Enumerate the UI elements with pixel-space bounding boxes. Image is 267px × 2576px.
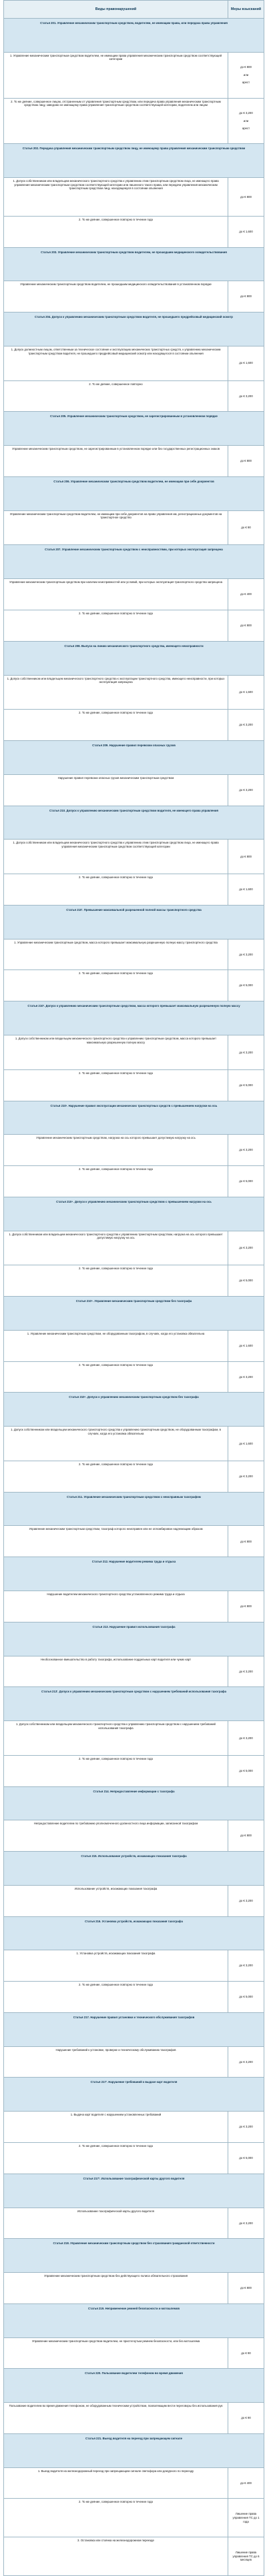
- article-heading-row: [4, 1297, 264, 1331]
- penalty-value: до € 800: [228, 446, 264, 477]
- violation-text: 2. То же деяние, совершенное повторно в течение года: [4, 1982, 228, 2013]
- penalty-value: до € 3,200 или арест: [228, 98, 264, 144]
- violation-text: 2. То же деяние, совершенное повторно в течение года: [4, 1755, 228, 1786]
- article-heading-row: [4, 476, 264, 510]
- article-title: Статья 213. Нарушение правил использования тахографа: [4, 1622, 264, 1656]
- article-heading-row: [4, 144, 264, 178]
- violation-text: 3. Остановка или стоянка на железнодорожном переезде: [4, 2537, 228, 2576]
- penalty-value: до € 800 или арест: [228, 52, 264, 98]
- article-heading-row: [4, 806, 264, 840]
- table-row: [4, 579, 264, 610]
- article-title: Статья 210'. Превышение максимальной разрешенной полной массы транспортного средства: [4, 905, 264, 939]
- article-heading-row: [4, 313, 264, 346]
- violation-text: 1. Управление механическим транспортным средством водителем, не имеющим права управления механическим транспортным средством соответствующей категории: [4, 52, 228, 98]
- article-title: Статья 212. Нарушение водителем режима труда и отдыха: [4, 1557, 264, 1591]
- penalty-value: до € 3,200: [228, 1461, 264, 1492]
- article-title: Статья 210. Допуск к управлению механическим транспортным средством водителя, не имеющего права управления: [4, 806, 264, 840]
- article-heading-row: [4, 2303, 264, 2337]
- article-title: Статья 208. Выпуск на линию механического транспортного средства, имеющего неисправности: [4, 641, 264, 675]
- violation-text: Нарушение требований к установке, проверке и техническому обслуживанию тахографов: [4, 2046, 228, 2078]
- penalty-value: до € 3,200: [228, 1656, 264, 1687]
- penalty-value: до € 5,000: [228, 1265, 264, 1297]
- penalty-value: до € 5,000: [228, 1982, 264, 2013]
- violation-text: Нарушение водителем механического транспортного средства установленного режима труда и отдыха: [4, 1591, 228, 1622]
- table-row: [4, 1591, 264, 1622]
- article-title: Статья 214. Непредоставление информации с тахографа: [4, 1786, 264, 1820]
- table-row: [4, 2467, 264, 2499]
- penalty-value: до € 800: [228, 2273, 264, 2304]
- penalty-value: до € 3,200: [228, 1885, 264, 1916]
- article-heading-row: [4, 19, 264, 53]
- article-heading-row: [4, 641, 264, 675]
- table-row: [4, 2046, 264, 2078]
- table-row: [4, 510, 264, 545]
- table-row: [4, 2273, 264, 2304]
- table-row: [4, 1265, 264, 1297]
- penalty-value: до € 3,200: [228, 1035, 264, 1069]
- table-row: [4, 216, 264, 247]
- article-title: Статья 213'. Допуск к управлению механическим транспортным средством с нарушением требований использования тахографа: [4, 1687, 264, 1721]
- penalty-value: до € 5,000: [228, 2143, 264, 2174]
- article-title: Статья 211. Управление механическим транспортным средством с неисправным тахографом: [4, 1492, 264, 1526]
- article-title: Статья 206. Управление механическим транспортным средством водителем, не имеющим при себе документов: [4, 476, 264, 510]
- violation-text: Управление механическим транспортным средством водителем, не имеющим при себе документов на право управления им, регистрационных документов на транспортное средство: [4, 510, 228, 545]
- violation-text: Управление механическим транспортным средством, нагрузка на ось которого превышает допустимую нагрузку на ось: [4, 1135, 228, 1166]
- violation-text: 2. То же деяние, совершенное повторно в течение года: [4, 1361, 228, 1393]
- violation-text: 1. Допуск собственником или владельцем механического транспортного средства к управлению транспортным средством, масса которого превышает максимальную разрешенную полную массу: [4, 1035, 228, 1069]
- penalty-value: до € 90: [228, 2403, 264, 2434]
- article-heading-row: [4, 247, 264, 281]
- article-title: Статья 210⁶. Допуск к управлению механическим транспортным средством без тахографа: [4, 1393, 264, 1427]
- column-header-penalty: Меры взысканий: [228, 1, 264, 19]
- article-title: Статья 209. Нарушение правил перевозки опасных грузов: [4, 741, 264, 775]
- violation-text: 2. То же деяние, совершенное повторно в течение года: [4, 710, 228, 741]
- violation-text: 1. Допуск собственником или владельцем механического транспортного средства к управлению этим транспортным средством лица, не имеющего права управления механическим транспортным средством соответствующей категории: [4, 840, 228, 874]
- article-title: Статья 215. Использование устройств, искажающих показания тахографа: [4, 1852, 264, 1886]
- penalty-value: до € 5,000: [228, 1069, 264, 1101]
- penalty-value: до € 800: [228, 840, 264, 874]
- table-row: [4, 2112, 264, 2143]
- table-row: [4, 446, 264, 477]
- penalty-value: до € 90: [228, 2337, 264, 2369]
- penalty-value: до € 90: [228, 510, 264, 545]
- article-heading-row: [4, 1492, 264, 1526]
- violation-text: 1. Допуск собственником или владельцем механического транспортного средства к управлению транспортным средством, нагрузка на ось которого превышает допустимую нагрузку на ось: [4, 1231, 228, 1265]
- penalty-value: до € 3,200: [228, 774, 264, 806]
- article-title: Статья 217². Использование тахографической карты другого водителя: [4, 2174, 264, 2208]
- violation-text: Необоснованное вмешательство в работу тахографа, использование поддельных карт водителя или чужих карт: [4, 1656, 228, 1687]
- penalty-value: до € 3,200: [228, 1361, 264, 1393]
- penalty-value: до € 400: [228, 2467, 264, 2499]
- penalty-value: до € 1,600: [228, 675, 264, 710]
- penalty-value: до € 1,600: [228, 1427, 264, 1461]
- table-body: [4, 19, 264, 2576]
- table-row: [4, 2143, 264, 2174]
- table-row: [4, 2499, 264, 2537]
- violation-text: 1. Управление механическим транспортным средством, не оборудованным тахографом, в случаях, когда его установка обязательна: [4, 1330, 228, 1361]
- penalty-value: до € 3,200: [228, 939, 264, 970]
- penalty-value: до € 1,600: [228, 216, 264, 247]
- penalties-table: [3, 0, 264, 2576]
- table-row: [4, 346, 264, 380]
- penalty-value: до € 800: [228, 610, 264, 642]
- penalty-value: до € 3,200: [228, 2208, 264, 2239]
- penalty-value: до € 1,600: [228, 346, 264, 380]
- article-heading-row: [4, 2174, 264, 2208]
- table-row: [4, 1035, 264, 1069]
- violation-text: Управление механическим транспортным средством без действующего полиса обязательного страхования: [4, 2273, 228, 2304]
- violation-text: 2. То же деяние, совершенное повторно в течение года: [4, 970, 228, 1001]
- violation-text: Использование тахографической карты другого водителя: [4, 2208, 228, 2239]
- article-title: Статья 204. Допуск к управлению механическим транспортным средством водителя, не прошедшего предрейсовый медицинский осмотр: [4, 313, 264, 346]
- violation-text: Использование устройств, искажающих показания тахографа: [4, 1885, 228, 1916]
- penalty-value: до € 3,200: [228, 1950, 264, 1982]
- table-row: [4, 774, 264, 806]
- violation-text: 2. То же деяние, совершенное повторно в течение года: [4, 1265, 228, 1297]
- violation-text: 1. Допуск собственником или владельцем механического транспортного средства к управлению транспортным средством с нарушением требований использования тахографа: [4, 1721, 228, 1756]
- penalty-value: до € 400: [228, 579, 264, 610]
- article-heading-row: [4, 545, 264, 579]
- table-row: [4, 1330, 264, 1361]
- violation-text: 2. То же деяние, совершенное повторно в течение года: [4, 2499, 228, 2537]
- article-title: Статья 202. Передача управления механическим транспортным средством лицу, не имеющему права управления механическим транспортным средством: [4, 144, 264, 178]
- table-row: [4, 281, 264, 313]
- penalty-value: до € 3,200: [228, 380, 264, 412]
- table-row: [4, 1982, 264, 2013]
- violation-text: 2. То же деяние, совершенное повторно в течение года: [4, 874, 228, 906]
- violation-text: 1. Выдача карт водителя с нарушением установленных требований: [4, 2112, 228, 2143]
- article-title: Статья 217'. Нарушение требований к выдаче карт водителя: [4, 2078, 264, 2112]
- violation-text: Управление механическим транспортным средством водителем, не пристегнутым ремнем безопасности, или без мотошлема: [4, 2337, 228, 2369]
- penalty-value: до € 800: [228, 1591, 264, 1622]
- table-row: [4, 1526, 264, 1557]
- penalty-value: до € 5,000: [228, 1166, 264, 1197]
- violation-text: Пользование водителем во время движения телефоном, не оборудованным техническим устройством, позволяющим вести переговоры без использования рук: [4, 2403, 228, 2434]
- article-heading-row: [4, 2078, 264, 2112]
- violation-text: 2. То же деяние, совершенное повторно: [4, 380, 228, 412]
- table-row: [4, 178, 264, 217]
- table-row: [4, 98, 264, 144]
- article-title: Статья 207. Управление механическим транспортным средством с неисправностями, при которых эксплуатация запрещена: [4, 545, 264, 579]
- article-heading-row: [4, 2239, 264, 2273]
- table-row: [4, 2337, 264, 2369]
- violation-text: 1. Установка устройств, искажающих показания тахографа: [4, 1950, 228, 1982]
- penalty-value: до € 800: [228, 1526, 264, 1557]
- table-header-row: [4, 1, 264, 19]
- article-title: Статья 210². Допуск к управлению механическим транспортным средством, масса которого превышает максимальную разрешенную полную массу: [4, 1001, 264, 1035]
- violation-text: Управление механическим транспортным средством водителем, не прошедшим медицинского освидетельствования в установленном порядке: [4, 281, 228, 313]
- violation-text: 2. То же деяние, совершенное повторно в течение года: [4, 1069, 228, 1101]
- table-row: [4, 1231, 264, 1265]
- penalty-value: Лишение права управления ТС до 1 года: [228, 2499, 264, 2537]
- violation-text: 2. То же деяние, совершенное лицом, отстраненным от управления транспортным средством, или передача права управления механическим транспортным средством лицу, заведомо не имеющему права управления транспортным средством соответствующей категории, водителем или лицом: [4, 98, 228, 144]
- article-heading-row: [4, 2012, 264, 2046]
- penalty-value: до € 800: [228, 281, 264, 313]
- violation-text: 1. Допуск собственником или владельцем механического транспортного средства к управлению транспортным средством, не оборудованным тахографом, в случаях, когда его установка обязательна: [4, 1427, 228, 1461]
- penalty-value: до € 800: [228, 178, 264, 217]
- table-row: [4, 1656, 264, 1687]
- violation-text: 2. То же деяние, совершенное повторно в течение года: [4, 1166, 228, 1197]
- article-title: Статья 221. Выезд водителя на переезд при запрещающем сигнале: [4, 2433, 264, 2467]
- table-row: [4, 1135, 264, 1166]
- article-title: Статья 210³. Нарушение правил эксплуатации механических транспортных средств с превышением нагрузки на ось: [4, 1101, 264, 1135]
- table-row: [4, 1820, 264, 1852]
- article-heading-row: [4, 1916, 264, 1950]
- table-row: [4, 2208, 264, 2239]
- table-row: [4, 1950, 264, 1982]
- article-heading-row: [4, 905, 264, 939]
- article-title: Статья 203. Управление механическим транспортным средством водителем, не прошедшим медицинского освидетельствования: [4, 247, 264, 281]
- article-heading-row: [4, 1786, 264, 1820]
- article-heading-row: [4, 741, 264, 775]
- violation-text: Управление механическим транспортным средством при наличии неисправностей или условий, при которых эксплуатация транспортного средства запрещена: [4, 579, 228, 610]
- article-heading-row: [4, 2369, 264, 2403]
- penalty-value: до € 5,000: [228, 1755, 264, 1786]
- penalty-value: до € 3,200: [228, 710, 264, 741]
- article-heading-row: [4, 1001, 264, 1035]
- penalty-value: до € 800: [228, 1820, 264, 1852]
- table-row: [4, 840, 264, 874]
- column-header-violation: Виды правонарушений: [4, 1, 228, 19]
- violation-text: 2. То же деяние, совершенное повторно в течение года: [4, 2143, 228, 2174]
- table-row: [4, 2537, 264, 2576]
- article-heading-row: [4, 412, 264, 446]
- article-title: Статья 201. Управление механическим транспортным средством, водителем, не имеющим права, или передача права управления: [4, 19, 264, 53]
- table-row: [4, 1755, 264, 1786]
- article-heading-row: [4, 1393, 264, 1427]
- violation-text: Управление механическим транспортным средством, не зарегистрированным в установленном порядке или без государственных регистрационных знаков: [4, 446, 228, 477]
- penalty-value: до € 1,600: [228, 874, 264, 906]
- violation-text: 2. То же деяние, совершенное повторно в течение года: [4, 610, 228, 642]
- article-title: Статья 205. Управление механическим транспортным средством, не зарегистрированным в установленном порядке: [4, 412, 264, 446]
- article-title: Статья 210⁴. Допуск к управлению механическим транспортным средством с превышением нагрузки на ось: [4, 1197, 264, 1231]
- violation-text: 2. То же деяние, совершенное повторно в течение года: [4, 216, 228, 247]
- penalty-value: до € 5,000: [228, 970, 264, 1001]
- penalty-value: Лишение права управления ТС до 6 месяцев: [228, 2537, 264, 2576]
- violation-text: Нарушение правил перевозки опасных грузов механическим транспортным средством: [4, 774, 228, 806]
- penalty-value: до € 3,200: [228, 1721, 264, 1756]
- document-page: [3, 0, 264, 2576]
- table-row: [4, 710, 264, 741]
- violation-text: 1. Управление механическим транспортным средством, масса которого превышает максимальную разрешенную полную массу транспортного средства: [4, 939, 228, 970]
- article-heading-row: [4, 1557, 264, 1591]
- table-row: [4, 610, 264, 642]
- table-row: [4, 970, 264, 1001]
- violation-text: 2. То же деяние, совершенное повторно в течение года: [4, 1461, 228, 1492]
- article-heading-row: [4, 1687, 264, 1721]
- article-title: Статья 219. Неприменение ремней безопасности и мотошлемов: [4, 2303, 264, 2337]
- violation-text: Непредоставление водителем по требованию уполномоченного должностного лица информации, записанной тахографом: [4, 1820, 228, 1852]
- table-row: [4, 675, 264, 710]
- penalty-value: до € 3,200: [228, 1135, 264, 1166]
- table-row: [4, 1721, 264, 1756]
- article-heading-row: [4, 1101, 264, 1135]
- article-title: Статья 217. Нарушение правил установки и технического обслуживания тахографов: [4, 2012, 264, 2046]
- table-row: [4, 1166, 264, 1197]
- violation-text: Управление механическим транспортным средством, тахограф которого неисправен или не опломбирован надлежащим образом: [4, 1526, 228, 1557]
- table-row: [4, 380, 264, 412]
- article-title: Статья 210⁵. Управление механическим транспортным средством без тахографа: [4, 1297, 264, 1331]
- article-title: Статья 218. Управление механическим транспортным средством без страхования гражданской ответственности: [4, 2239, 264, 2273]
- penalty-value: до € 3,200: [228, 2112, 264, 2143]
- table-row: [4, 52, 264, 98]
- table-row: [4, 874, 264, 906]
- penalty-value: до € 1,600: [228, 1330, 264, 1361]
- table-row: [4, 1427, 264, 1461]
- article-heading-row: [4, 1852, 264, 1886]
- table-row: [4, 1885, 264, 1916]
- penalty-value: до € 3,200: [228, 1231, 264, 1265]
- penalty-value: до € 3,200: [228, 2046, 264, 2078]
- table-row: [4, 1069, 264, 1101]
- table-row: [4, 1461, 264, 1492]
- article-heading-row: [4, 1622, 264, 1656]
- violation-text: 1. Допуск собственником или владельцем механического транспортного средства к эксплуатации транспортного средства, имеющего неисправности, при которых эксплуатация запрещена: [4, 675, 228, 710]
- article-heading-row: [4, 1197, 264, 1231]
- article-heading-row: [4, 2433, 264, 2467]
- article-title: Статья 220. Пользование водителем телефоном во время движения: [4, 2369, 264, 2403]
- table-row: [4, 2403, 264, 2434]
- table-row: [4, 1361, 264, 1393]
- article-title: Статья 216. Установка устройств, искажающих показания тахографа: [4, 1916, 264, 1950]
- violation-text: 1. Допуск должностным лицом, ответственным за техническое состояние и эксплуатацию механических транспортных средств, к управлению механическим транспортным средством водителя, не прошедшего предрейсовый медицинский осмотр или находящегося в состоянии опьянения: [4, 346, 228, 380]
- violation-text: 1. Допуск собственником или владельцем механического транспортного средства к управлению этим транспортным средством лица, не имеющего права управления механическим транспортным средством соответствующей категории или лишенного такого права, или передача управления механическим транспортным средством лицу, находящемуся в состоянии опьянения: [4, 178, 228, 217]
- violation-text: 1. Выезд водителя на железнодорожный переезд при запрещающем сигнале светофора или дежурного по переезду: [4, 2467, 228, 2499]
- table-row: [4, 939, 264, 970]
